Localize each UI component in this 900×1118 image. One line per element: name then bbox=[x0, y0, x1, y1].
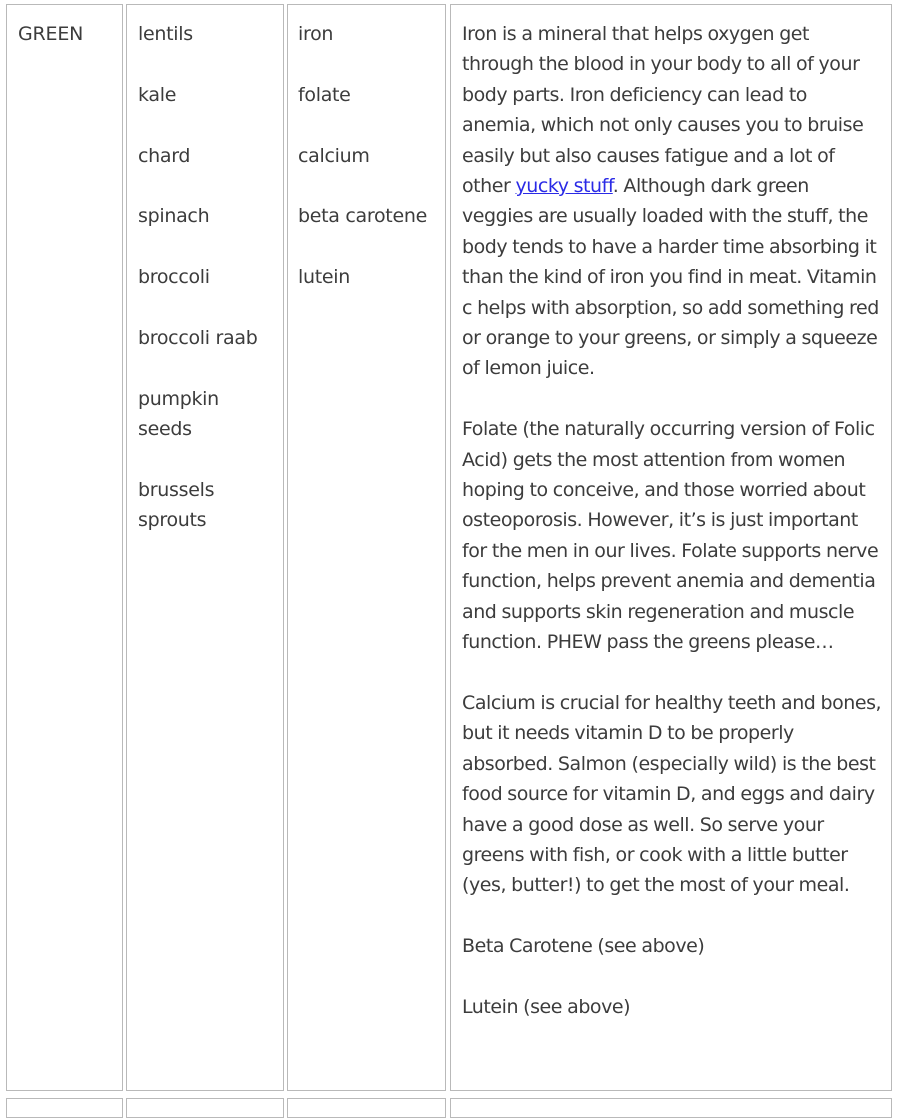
food-item: brussels sprouts bbox=[138, 478, 215, 532]
color-group-cell bbox=[6, 4, 123, 1091]
next-row-cell-4 bbox=[450, 1098, 892, 1118]
nutrients-cell bbox=[287, 4, 446, 1091]
beta-carotene-paragraph: Beta Carotene (see above) bbox=[462, 935, 705, 958]
iron-paragraph bbox=[462, 19, 882, 384]
nutrient-item: lutein bbox=[298, 266, 350, 289]
lutein-paragraph: Lutein (see above) bbox=[462, 995, 631, 1018]
foods-cell bbox=[126, 4, 284, 1091]
yucky-stuff-link[interactable]: yucky stuff bbox=[515, 175, 613, 198]
foods-list bbox=[138, 19, 268, 566]
description-cell bbox=[450, 4, 892, 1091]
next-row-cell-3 bbox=[287, 1098, 446, 1118]
food-item: pumpkin seeds bbox=[138, 387, 219, 441]
food-item: broccoli bbox=[138, 266, 210, 289]
food-item: broccoli raab bbox=[138, 326, 258, 349]
nutrient-item: beta carotene bbox=[298, 205, 427, 228]
next-row-cell-2 bbox=[126, 1098, 284, 1118]
folate-paragraph: Folate (the naturally occurring version of Folic Acid) gets the most attention from women hoping to conceive, and those worried about osteoporosis. However, it’s is just important for the men in our lives. Folate supports nerve function, helps prevent anemia and dementia and supports skin regeneration and muscle function. PHEW pass the greens please… bbox=[462, 418, 879, 654]
iron-text-before-link: Iron is a mineral that helps oxygen get through the blood in your body to all of your body parts. Iron deficiency can lead to anemia, which not only causes you to bruise easily but also causes fatigue and a lot of other bbox=[462, 23, 864, 198]
food-item: chard bbox=[138, 144, 191, 167]
nutrients-list bbox=[298, 19, 427, 323]
description-text bbox=[462, 19, 882, 1053]
calcium-paragraph: Calcium is crucial for healthy teeth and bones, but it needs vitamin D to be properly absorbed. Salmon (especially wild) is the best food source for vitamin D, and eggs and dairy have a good dose as well. So serve your greens with fish, or cook with a little butter (yes, butter!) to get the most of your meal. bbox=[462, 691, 882, 897]
food-item: lentils bbox=[138, 23, 193, 45]
iron-text-after-link: . Although dark green veggies are usually loaded with the stuff, the body tends to have a harder time absorbing it than the kind of iron you find in meat. Vitamin c helps with absorption, so add something red or orange to your greens, or simply a squeeze of lemon juice. bbox=[462, 175, 879, 380]
food-item: spinach bbox=[138, 205, 210, 228]
nutrient-item: calcium bbox=[298, 144, 370, 167]
color-group-label: GREEN bbox=[18, 23, 84, 45]
nutrient-item: folate bbox=[298, 83, 351, 106]
food-item: kale bbox=[138, 83, 177, 106]
next-row-cell-1 bbox=[6, 1098, 123, 1118]
nutrient-item: iron bbox=[298, 23, 334, 45]
